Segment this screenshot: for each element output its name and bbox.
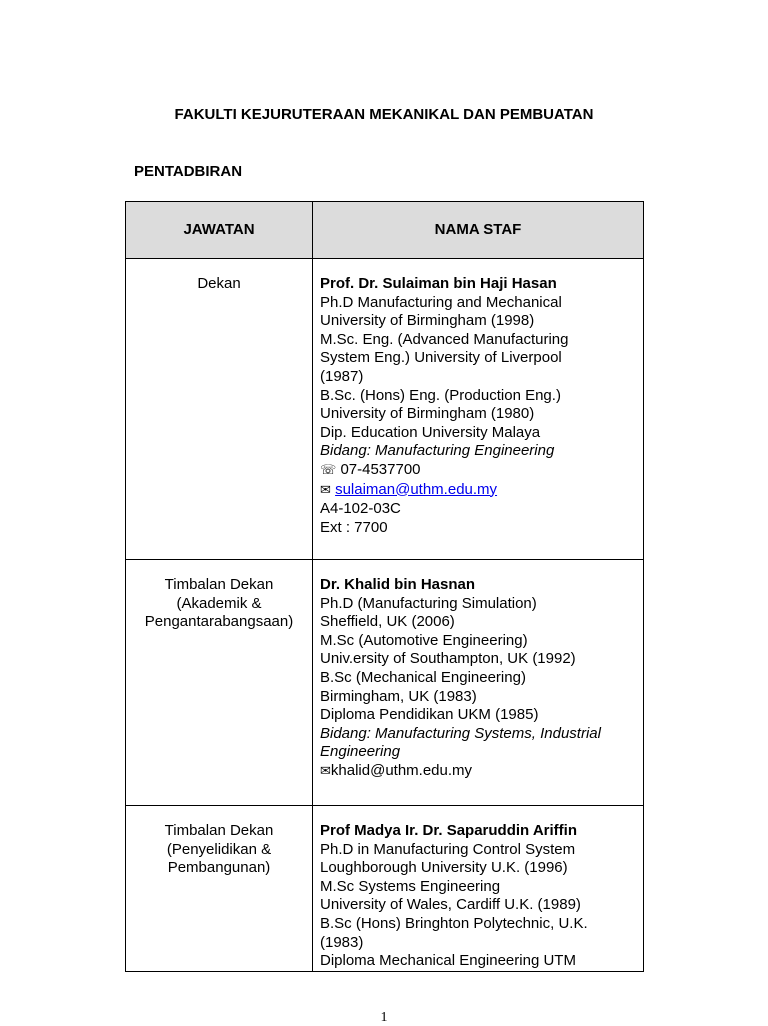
extension: Ext : 7700 xyxy=(320,518,388,536)
staff-cell xyxy=(313,560,644,806)
room-number: A4-102-03C xyxy=(320,500,401,518)
position-line: Dekan xyxy=(197,275,241,292)
staff-name: Prof Madya Ir. Dr. Saparuddin Ariffin xyxy=(320,822,577,839)
field-of-study: Bidang: Manufacturing Engineering xyxy=(320,442,555,460)
position-cell xyxy=(126,259,313,560)
qualification-line: Univ.ersity of Southampton, UK (1992) xyxy=(320,650,576,668)
table-row xyxy=(126,806,644,972)
faculty-title: FAKULTI KEJURUTERAAN MEKANIKAL DAN PEMBUATAN xyxy=(174,106,594,123)
qualification-line: Diploma Mechanical Engineering UTM xyxy=(320,952,576,970)
position-line: (Akademik & xyxy=(176,594,262,612)
email-line xyxy=(320,481,637,501)
table-row xyxy=(126,259,644,560)
qualification-line: Sheffield, UK (2006) xyxy=(320,613,455,631)
position-cell xyxy=(126,806,313,972)
qualification-line: B.Sc. (Hons) Eng. (Production Eng.) xyxy=(320,386,561,404)
qualification-line: Loughborough University U.K. (1996) xyxy=(320,859,568,877)
position-line: Pembangunan) xyxy=(167,859,271,877)
table-header-row xyxy=(126,202,644,259)
telephone-icon: ☏ xyxy=(320,462,337,478)
position-line: Pengantarabangsaan) xyxy=(144,613,294,631)
page-number: 1 xyxy=(380,1010,388,1025)
qualification-line: B.Sc (Mechanical Engineering) xyxy=(320,668,526,686)
email-text[interactable]: khalid@uthm.edu.my xyxy=(330,761,473,779)
qualification-line: Dip. Education University Malaya xyxy=(320,423,541,441)
staff-table xyxy=(125,201,644,972)
envelope-icon: ✉ xyxy=(320,763,331,779)
staff-cell xyxy=(313,806,644,972)
email-link[interactable]: sulaiman@uthm.edu.my xyxy=(335,480,498,498)
email-line xyxy=(320,762,637,782)
field-of-study: Bidang: Manufacturing Systems, Industrial xyxy=(320,724,601,742)
table-row xyxy=(126,560,644,806)
qualification-line: University of Birmingham (1998) xyxy=(320,312,535,330)
qualification-line: (1987) xyxy=(320,367,364,385)
staff-cell xyxy=(313,259,644,560)
position-line: Timbalan Dekan xyxy=(164,822,274,839)
phone-line xyxy=(320,461,637,481)
qualification-line: Ph.D Manufacturing and Mechanical xyxy=(320,293,562,311)
qualification-line: Ph.D (Manufacturing Simulation) xyxy=(320,594,537,612)
qualification-line: M.Sc (Automotive Engineering) xyxy=(320,631,528,649)
field-of-study-continued: Engineering xyxy=(320,743,401,761)
qualification-line: M.Sc Systems Engineering xyxy=(320,877,501,895)
qualification-line: System Eng.) University of Liverpool xyxy=(320,349,562,367)
envelope-icon: ✉ xyxy=(320,482,331,498)
phone-number: 07-4537700 xyxy=(340,460,421,478)
qualification-line: University of Wales, Cardiff U.K. (1989) xyxy=(320,896,581,914)
qualification-line: (1983) xyxy=(320,933,364,951)
position-cell xyxy=(126,560,313,806)
qualification-line: Ph.D in Manufacturing Control System xyxy=(320,840,576,858)
qualification-line: Diploma Pendidikan UKM (1985) xyxy=(320,706,539,724)
qualification-line: University of Birmingham (1980) xyxy=(320,405,535,423)
qualification-line: B.Sc (Hons) Bringhton Polytechnic, U.K. xyxy=(320,914,588,932)
section-title: PENTADBIRAN xyxy=(134,163,243,180)
position-line: Timbalan Dekan xyxy=(164,576,274,593)
qualification-line: M.Sc. Eng. (Advanced Manufacturing xyxy=(320,330,569,348)
position-line: (Penyelidikan & xyxy=(166,840,272,858)
qualification-line: Birmingham, UK (1983) xyxy=(320,687,477,705)
staff-name: Prof. Dr. Sulaiman bin Haji Hasan xyxy=(320,275,557,292)
header-jawatan: JAWATAN xyxy=(126,202,313,259)
staff-name: Dr. Khalid bin Hasnan xyxy=(320,576,476,593)
header-nama-staf: NAMA STAF xyxy=(313,202,644,259)
